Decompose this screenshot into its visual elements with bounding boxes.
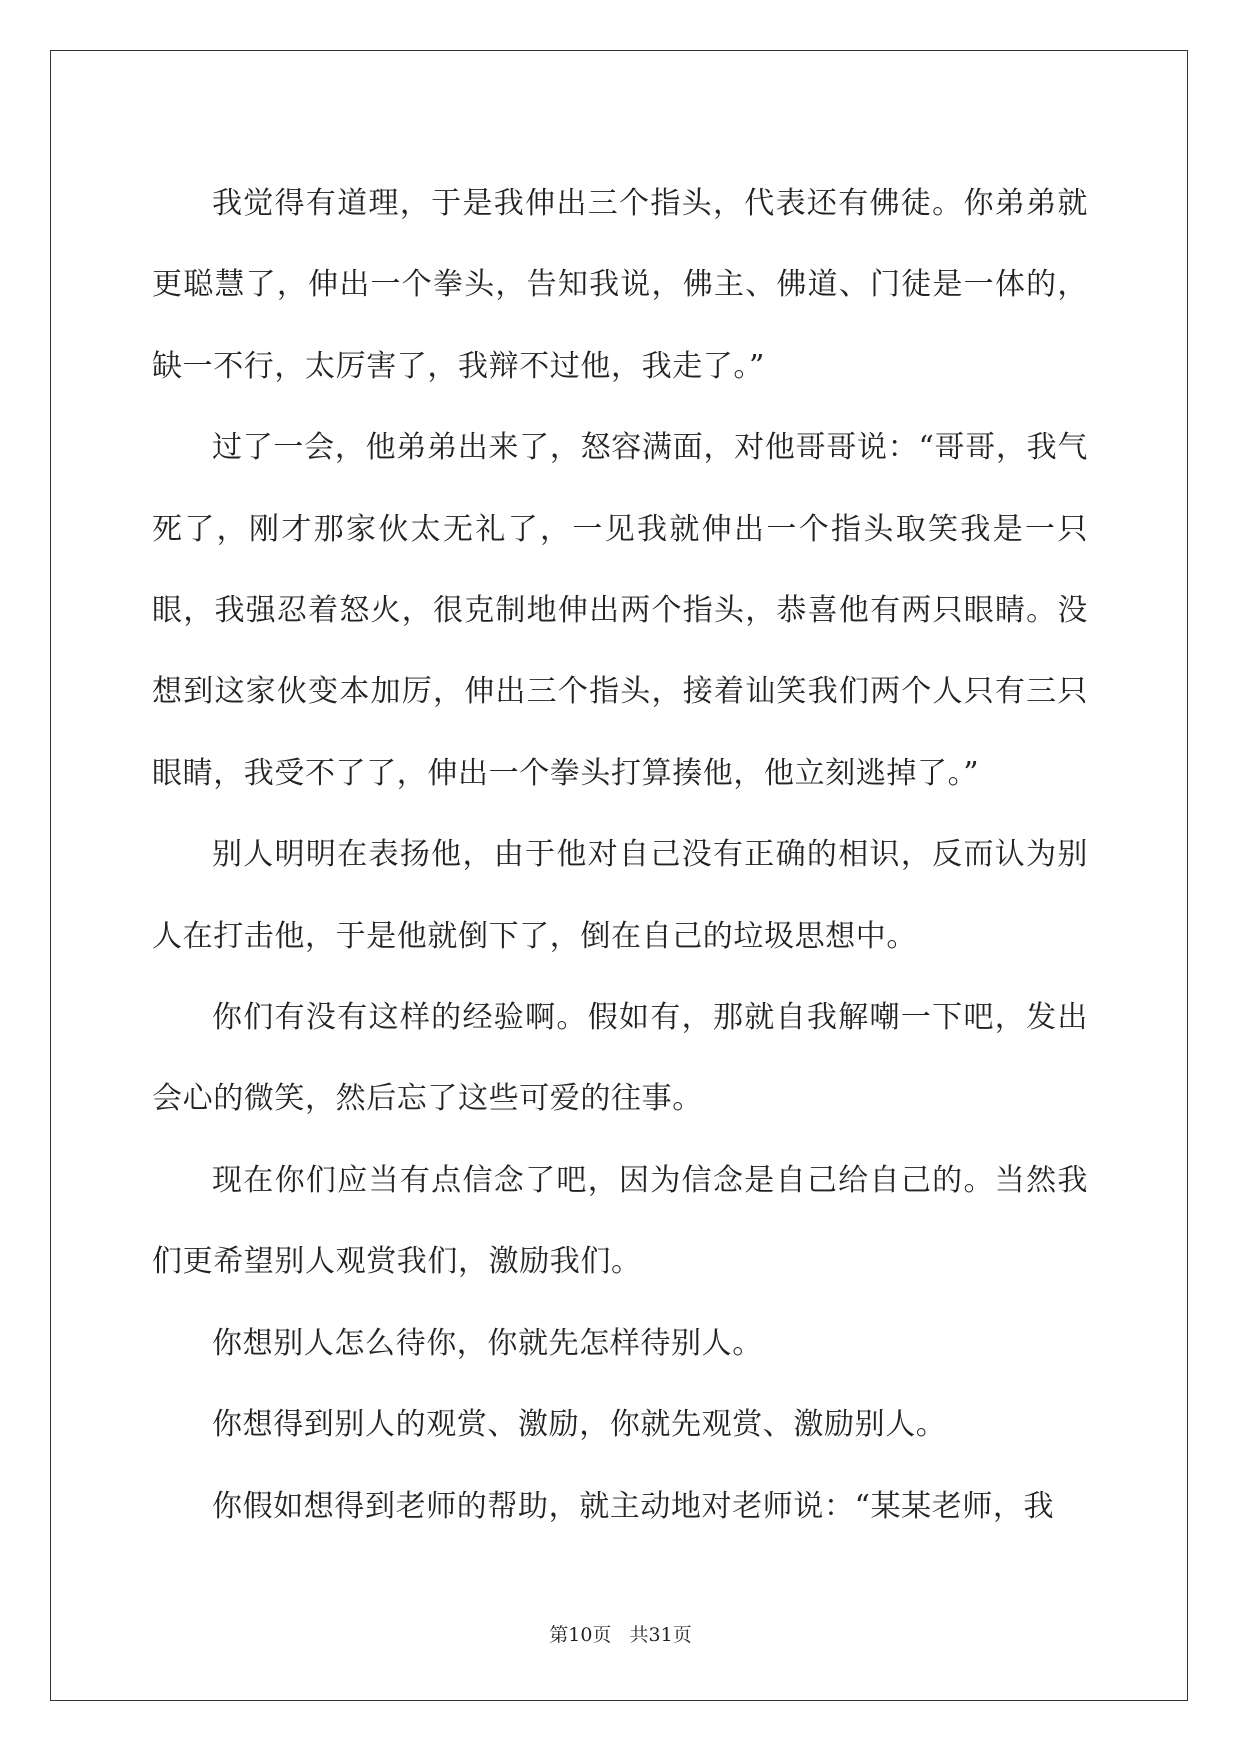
paragraph: 我觉得有道理，于是我伸出三个指头，代表还有佛徒。你弟弟就更聪慧了，伸出一个拳头，告知我说，佛主、佛道、门徒是一体的，缺一不行，太厉害了，我辩不过他，我走了。” xyxy=(152,186,1088,384)
paragraph: 你们有没有这样的经验啊。假如有，那就自我解嘲一下吧，发出会心的微笑，然后忘了这些可爱的往事。 xyxy=(152,1000,1088,1117)
document-body xyxy=(152,163,1088,1547)
page-number-footer: 第10页 共31页 xyxy=(549,1624,692,1646)
paragraph: 别人明明在表扬他，由于他对自己没有正确的相识，反而认为别人在打击他，于是他就倒下了，倒在自己的垃圾思想中。 xyxy=(152,837,1088,954)
paragraph: 现在你们应当有点信念了吧，因为信念是自己给自己的。当然我们更希望别人观赏我们，激励我们。 xyxy=(152,1162,1088,1280)
paragraph: 过了一会，他弟弟出来了，怒容满面，对他哥哥说：“哥哥，我气死了，刚才那家伙太无礼了，一见我就伸出一个指头取笑我是一只眼，我强忍着怒火，很克制地伸出两个指头，恭喜他有两只眼睛。没想到这家伙变本加厉，伸出三个指头，接着讪笑我们两个人只有三只眼睛，我受不了了，伸出一个拳头打算揍他，他立刻逃掉了。” xyxy=(152,430,1088,791)
paragraph: 你想别人怎么待你，你就先怎样待别人。 xyxy=(212,1325,763,1361)
paragraph: 你假如想得到老师的帮助，就主动地对老师说：“某某老师，我 xyxy=(212,1488,1055,1524)
paragraph: 你想得到别人的观赏、激励，你就先观赏、激励别人。 xyxy=(212,1407,947,1443)
